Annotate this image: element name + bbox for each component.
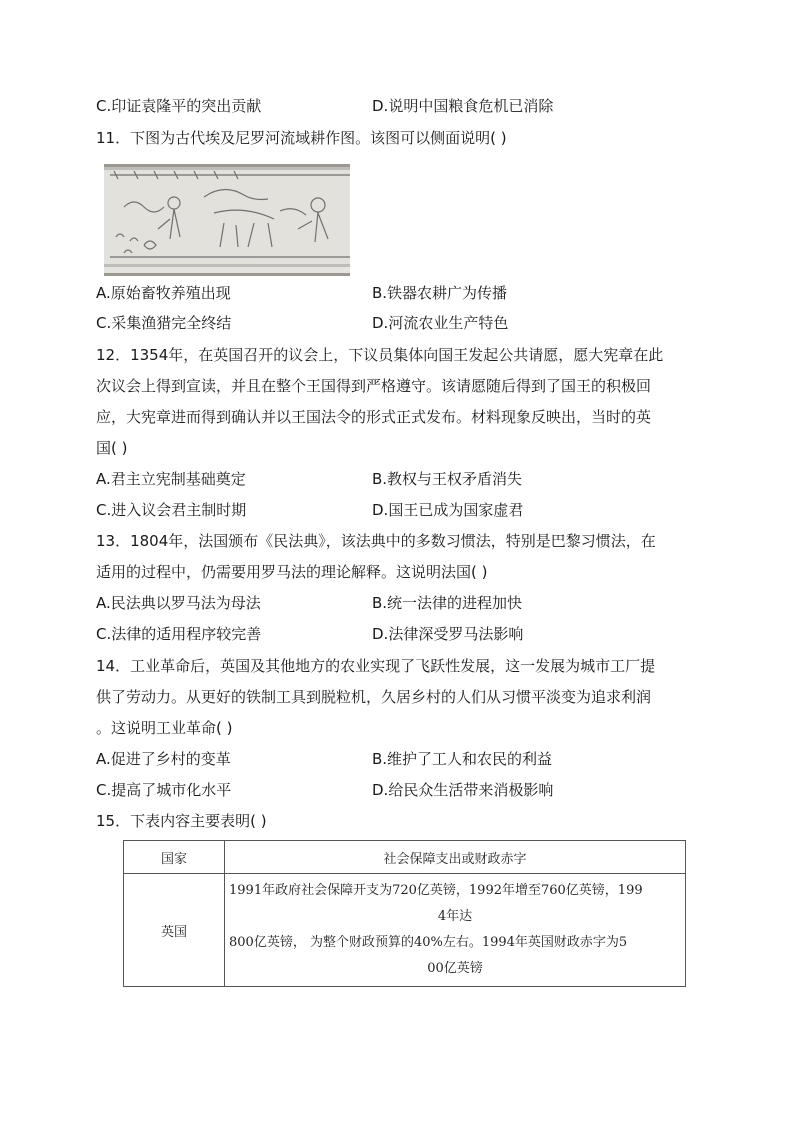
q12-option-c: C.进入议会君主制时期 — [96, 501, 247, 519]
egypt-farming-illustration — [104, 164, 350, 276]
social-security-table — [123, 840, 686, 987]
q12-stem-line-1: 12．1354年，在英国召开的议会上，下议员集体向国王发起公共请愿，愿大宪章在此 — [96, 346, 664, 364]
table-row — [124, 874, 686, 987]
q12-stem-line-4: 国( ) — [96, 439, 128, 457]
row-content-line-1: 1991年政府社会保障开支为720亿英镑，1992年增至760亿英镑，199 — [229, 883, 643, 898]
q12-stem-line-2: 次议会上得到宣读，并且在整个王国得到严格遵守。该请愿随后得到了国王的积极回 — [96, 377, 652, 395]
q12-stem-line-3: 应，大宪章进而得到确认并以王国法令的形式正式发布。材料现象反映出，当时的英 — [96, 408, 652, 426]
q10-option-d: D.说明中国粮食危机已消除 — [372, 97, 554, 115]
q12-option-a: A.君主立宪制基础奠定 — [96, 470, 246, 488]
q14-stem-line-2: 供了劳动力。从更好的铁制工具到脱粒机，久居乡村的人们从习惯平淡变为追求利润 — [96, 688, 652, 706]
q13-option-c: C.法律的适用程序较完善 — [96, 625, 262, 643]
header-country: 国家 — [124, 841, 225, 874]
q13-stem-line-1: 13．1804年，法国颁布《民法典》，该法典中的多数习惯法，特别是巴黎习惯法，在 — [96, 532, 656, 550]
q15-stem: 15．下表内容主要表明( ) — [96, 812, 267, 830]
q12-option-b: B.教权与王权矛盾消失 — [372, 470, 523, 488]
q11-stem: 11．下图为古代埃及尼罗河流域耕作图。该图可以侧面说明( ) — [96, 129, 507, 147]
q14-option-a: A.促进了乡村的变革 — [96, 750, 231, 768]
row-content-line-4: 00亿英镑 — [427, 961, 483, 976]
farming-scene-image — [104, 167, 350, 267]
q14-option-b: B.维护了工人和农民的利益 — [372, 750, 553, 768]
q13-option-b: B.统一法律的进程加快 — [372, 594, 523, 612]
q13-option-d: D.法律深受罗马法影响 — [372, 625, 524, 643]
q14-option-c: C.提高了城市化水平 — [96, 781, 232, 799]
q14-stem-line-1: 14．工业革命后，英国及其他地方的农业实现了飞跃性发展，这一发展为城市工厂提 — [96, 657, 656, 675]
header-content: 社会保障支出或财政赤字 — [225, 841, 686, 874]
q13-stem-line-2: 适用的过程中，仍需要用罗马法的理论解释。这说明法国( ) — [96, 563, 488, 581]
q14-stem-line-3: 。这说明工业革命( ) — [96, 719, 233, 737]
q14-option-d: D.给民众生活带来消极影响 — [372, 781, 554, 799]
q12-option-d: D.国王已成为国家虚君 — [372, 501, 524, 519]
q11-option-a: A.原始畜牧养殖出现 — [96, 284, 231, 302]
q11-option-d: D.河流农业生产特色 — [372, 314, 509, 332]
row-content-line-3: 800亿英镑， 为整个财政预算的40%左右。1994年英国财政赤字为5 — [229, 935, 628, 950]
q13-option-a: A.民法典以罗马法为母法 — [96, 594, 261, 612]
row-country: 英国 — [124, 874, 225, 987]
q11-option-c: C.采集渔猎完全终结 — [96, 314, 232, 332]
row-content — [225, 874, 686, 987]
q11-option-b: B.铁器农耕广为传播 — [372, 284, 508, 302]
table-header-row — [124, 841, 686, 874]
q10-option-c: C.印证袁隆平的突出贡献 — [96, 97, 262, 115]
row-content-line-2: 4年达 — [437, 909, 473, 924]
